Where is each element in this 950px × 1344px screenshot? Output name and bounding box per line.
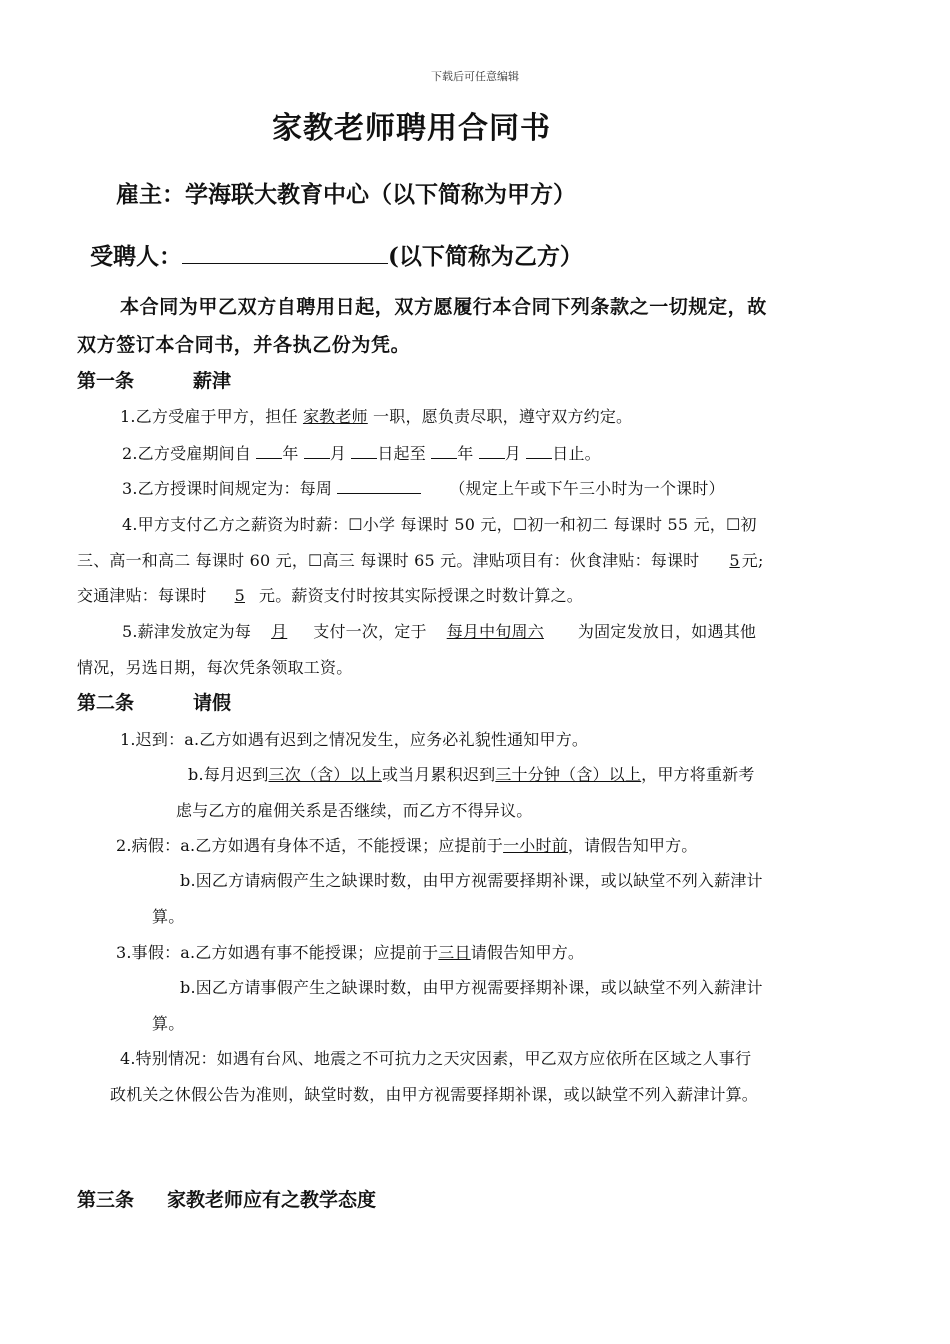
transport-allowance-value: 5 [234,586,245,605]
article-1-label: 第一条 [77,370,135,392]
clause-text: 交通津贴：每课时 [77,586,207,605]
article-1-heading [77,366,231,393]
article-2-title: 请假 [193,692,232,714]
clause-text: 元; [741,551,764,570]
clause-text: 2.病假：a.乙方如遇有身体不适，不能授课；应提前于 [116,836,504,855]
intro-line-2: 双方签订本合同书，并各执乙份为凭。 [77,334,411,356]
article-1-clause-3 [122,476,725,499]
clause-text: 为固定发放日，如遇其他 [577,622,757,641]
header-note: 下载后可任意编辑 [431,70,519,83]
end-day-blank [526,444,552,459]
intro-line-1: 本合同为甲乙双方自聘用日起，双方愿履行本合同下列条款之一切规定，故 [120,296,767,318]
employee-line [90,238,583,271]
article-1-title: 薪津 [193,370,232,392]
meal-allowance-value: 5 [729,551,740,570]
clause-text: 支付一次，定于 [313,622,427,641]
late-minutes-threshold: 三十分钟（含）以上 [495,765,642,784]
clause-text: 或当月累积迟到 [381,765,496,784]
sick-notice-time: 一小时前 [503,836,568,855]
article-1-clause-4-line-3 [77,583,583,606]
start-month-blank [304,444,330,459]
end-year-blank [431,444,457,459]
weekly-schedule-blank [337,479,421,494]
pay-day-value: 每月中旬周六 [446,622,544,641]
clause-text: 一职，愿负责尽职，遵守双方约定。 [367,407,633,426]
clause-text: 3.乙方授课时间规定为：每周 [122,479,338,498]
late-count-threshold: 三次（含）以上 [268,765,382,784]
clause-text: 日起至 [377,444,432,463]
clause-text: 月 [504,444,527,463]
clause-text: ，请假告知甲方。 [567,836,698,855]
clause-text: 请假告知甲方。 [470,943,585,962]
clause-text: 3.事假：a.乙方如遇有事不能授课；应提前于 [116,943,439,962]
article-2-label: 第二条 [77,692,135,714]
employee-label: 受聘人： [90,243,182,270]
clause-text: b.每月迟到 [188,765,269,784]
article-3-label: 第三条 [77,1189,135,1211]
clause-text: 5.薪津发放定为每 [122,622,252,641]
document-title: 家教老师聘用合同书 [272,111,551,146]
sick-clause-b-line-2: 算。 [152,907,185,926]
personal-notice-time: 三日 [438,943,471,962]
special-clause-line-1: 4.特别情况：如遇有台风、地震之不可抗力之天灾因素，甲乙双方应依所在区域之人事行 [120,1049,752,1068]
clause-text: ，甲方将重新考 [641,765,755,784]
clause-text: 元。薪资支付时按其实际授课之时数计算之。 [259,586,584,605]
sick-clause-a [116,833,698,856]
personal-clause-b: b.因乙方请事假产生之缺课时数，由甲方视需要择期补课，或以缺堂不列入薪津计 [180,978,763,997]
article-3-heading [77,1185,376,1212]
employer-line: 雇主：学海联大教育中心（以下简称为甲方） [116,181,576,208]
start-day-blank [351,444,377,459]
pay-period-value: 月 [271,622,288,641]
clause-text: 2.乙方受雇期间自 [122,444,257,463]
article-1-clause-2 [122,441,601,464]
article-2-heading [77,688,231,715]
article-1-clause-5-line-2: 情况，另选日期，每次凭条领取工资。 [77,658,353,677]
start-year-blank [256,444,282,459]
clause-text: 月 [329,444,352,463]
late-clause-b-line-2: 虑与乙方的雇佣关系是否继续，而乙方不得异议。 [176,801,533,820]
article-1-clause-1 [120,404,632,427]
late-clause-a: 1.迟到：a.乙方如遇有迟到之情况发生，应务必礼貌性通知甲方。 [120,730,589,749]
clause-text: 1.乙方受雇于甲方，担任 [120,407,303,426]
article-1-clause-4-line-1: 4.甲方支付乙方之薪资为时薪：☐小学 每课时 50 元，☐初一和初二 每课时 55 元，☐初 [122,515,757,534]
role-value: 家教老师 [302,407,368,426]
clause-text: 三、高一和高二 每课时 60 元，☐高三 每课时 65 元。津贴项目有：伙食津贴：每课时 [77,551,700,570]
special-clause-line-2: 政机关之休假公告为准则，缺堂时数，由甲方视需要择期补课，或以缺堂不列入薪津计算。 [110,1085,759,1104]
article-1-clause-4-line-2 [77,548,764,571]
clause-text: 日止。 [552,444,601,463]
clause-text: 年 [457,444,479,463]
employee-suffix: (以下简称为乙方） [388,243,583,270]
article-3-title: 家教老师应有之教学态度 [167,1189,377,1211]
clause-text: （规定上午或下午三小时为一个课时） [449,479,725,498]
personal-clause-b-line-2: 算。 [152,1014,185,1033]
personal-clause-a [116,940,584,963]
article-1-clause-5 [122,619,756,642]
employee-name-blank [182,243,388,264]
clause-text: 年 [282,444,304,463]
late-clause-b [188,762,755,785]
end-month-blank [479,444,505,459]
sick-clause-b: b.因乙方请病假产生之缺课时数，由甲方视需要择期补课，或以缺堂不列入薪津计 [180,871,763,890]
